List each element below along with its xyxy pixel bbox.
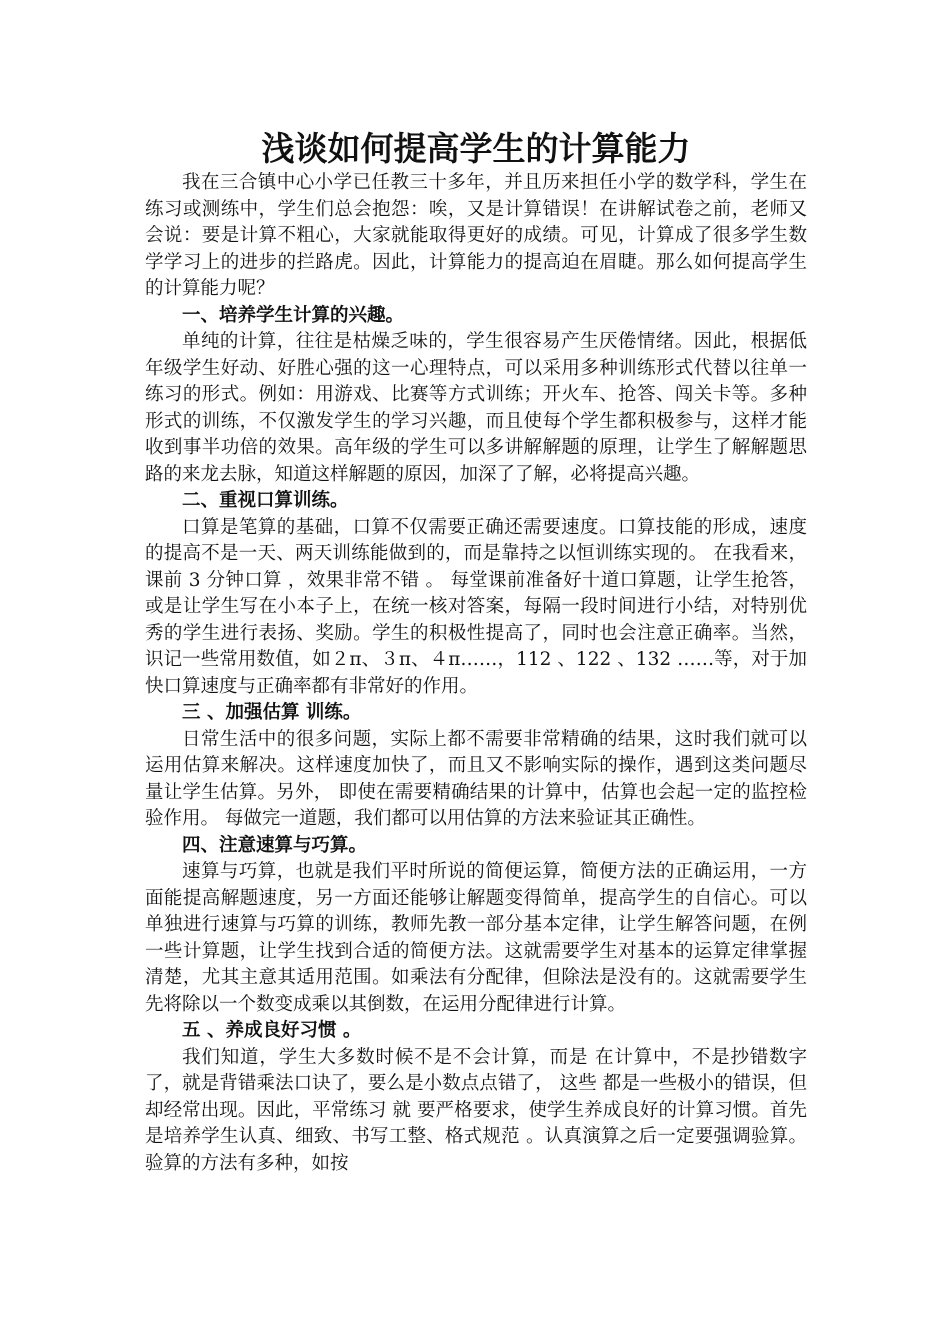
section-heading-1: 一、培养学生计算的兴趣。 [182, 304, 405, 326]
section-heading-2: 二、重视口算训练。 [182, 490, 349, 511]
document-page [145, 128, 807, 1177]
section-body-3: 日常生活中的很多问题，实际上都不需要非常精确的结果，这时我们就可以运用估算来解决。这样速度加快了，而且又不影响实际的操作，遇到这类问题尽量让学生估算。另外， 即使在需要精确结果的计算中，估算也会起一定的监控检验作用。 每做完一道题，我们都可以用估算的方法来验证其正确性。 [145, 728, 807, 829]
section-heading-4: 四、注意速算与巧算。 [182, 834, 368, 856]
section-body-4: 速算与巧算，也就是我们平时所说的简便运算，简便方法的正确运用，一方面能提高解题速度，另一方面还能够让解题变得简单，提高学生的自信心。可以单独进行速算与巧算的训练，教师先教一部分基本定律，让学生解答问题，在例一些计算题，让学生找到合适的简便方法。这就需要学生对基本的运算定律掌握清楚，尤其主意其适用范围。如乘法有分配律，但除法是没有的。这就需要学生先将除以一个数变成乘以其倒数，在运用分配律进行计算。 [145, 861, 807, 1015]
document-title: 浅谈如何提高学生的计算能力 [261, 129, 691, 168]
intro-paragraph: 我在三合镇中心小学已任教三十多年，并且历来担任小学的数学科，学生在练习或测练中，学生们总会抱怨：唉，又是计算错误！在讲解试卷之前，老师又会说：要是计算不粗心，大家就能取得更好的成绩。可见，计算成了很多学生数学学习上的进步的拦路虎。因此，计算能力的提高迫在眉睫。那么如何提高学生的计算能力呢？ [145, 172, 807, 299]
section-heading-5: 五 、养成良好习惯 。 [182, 1020, 362, 1041]
section-body-1: 单纯的计算，往往是枯燥乏味的，学生很容易产生厌倦情绪。因此，根据低年级学生好动、好胜心强的这一心理特点，可以采用多种训练形式代替以往单一练习的形式。例如：用游戏、比赛等方式训练；开火车、抢答、闯关卡等。多种形式的训练，不仅激发学生的学习兴趣，而且使每个学生都积极参与，这样才能收到事半功倍的效果。高年级的学生可以多讲解解题的原理，让学生了解解题思路的来龙去脉，知道这样解题的原因，加深了了解，必将提高兴趣。 [145, 331, 807, 485]
section-body-5: 我们知道，学生大多数时候不是不会计算，而是 在计算中，不是抄错数字了，就是背错乘法口诀了，要么是小数点点错了， 这些 都是一些极小的错误，但却经常出现。因此，平常练习 就 要严格要求，使学生养成良好的计算习惯。首先是培养学生认真、细致、书写工整、格式规范 。认真演算之后一定要强调验算。验算的方法有多种，如按 [145, 1046, 807, 1174]
section-heading-3: 三 、加强估算 训练。 [182, 702, 362, 723]
section-body-2: 口算是笔算的基础，口算不仅需要正确还需要速度。口算技能的形成，速度的提高不是一天、两天训练能做到的，而是靠持之以恒训练实现的。 在我看来， 课前 3 分钟口算 ，效果非常不错 。 每堂课前准备好十道口算题，让学生抢答，或是让学生写在小本子上，在统一核对答案，每隔一段时间进行小结，对特别优秀的学生进行表扬、奖励。学生的积极性提高了，同时也会注意正确率。当然，识记一些常用数值，如２π、３π、４π……，112 、122 、132 ……等，对于加快口算速度与正确率都有非常好的作用。 [145, 516, 807, 697]
